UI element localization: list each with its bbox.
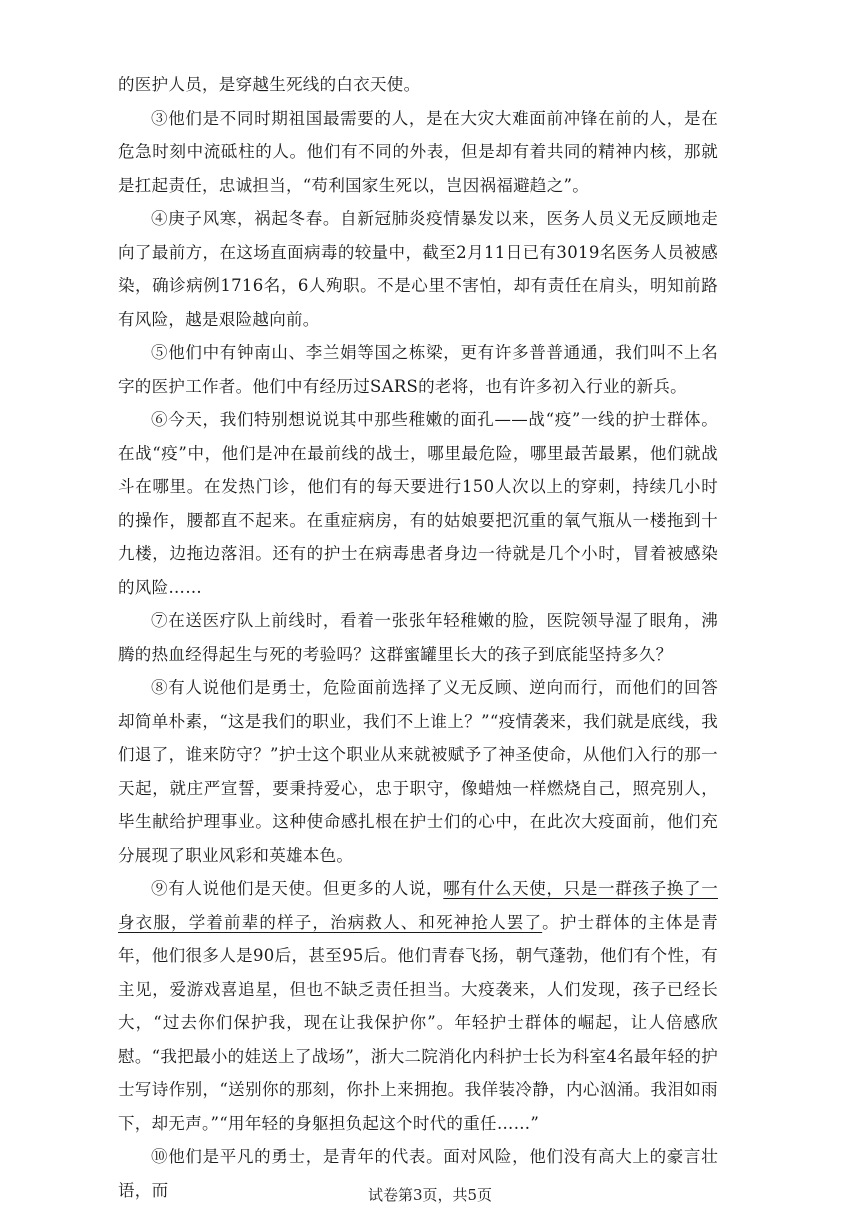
- paragraph-9: [118, 872, 718, 1140]
- paragraph-8: ⑧有人说他们是勇士，危险面前选择了义无反顾、逆向而行，而他们的回答却简单朴素，“这是我们的职业，我们不上谁上？”“疫情袭来，我们就是底线，我们退了，谁来防守？”护士这个职业从来就被赋予了神圣使命，从他们入行的那一天起，就庄严宣誓，要秉持爱心，忠于职守，像蜡烛一样燃烧自己，照亮别人，毕生献给护理事业。这种使命感扎根在护士们的心中，在此次大疫面前，他们充分展现了职业风彩和英雄本色。: [118, 678, 718, 865]
- paragraph-3: ③他们是不同时期祖国最需要的人，是在大灾大难面前冲锋在前的人，是在危急时刻中流砥柱的人。他们有不同的外表，但是却有着共同的精神内核，那就是扛起责任，忠诚担当，“苟利国家生死以，岂因祸福避趋之”。: [118, 108, 718, 195]
- paragraph-9-lead: ⑨有人说他们是天使。但更多的人说，: [151, 879, 444, 898]
- paragraph-continuation: 的医护人员，是穿越生死线的白衣天使。: [118, 75, 421, 94]
- article-body: [118, 68, 718, 1207]
- paragraph-9-rest: 。护士群体的主体是青年，他们很多人是90后，甚至95后。他们青春飞扬，朝气蓬勃，他们有个性，有主见，爱游戏喜追星，但也不缺乏责任担当。大疫袭来，人们发现，孩子已经长大，“过去你们保护我，现在让我保护你”。年轻护士群体的崛起，让人倍感欣慰。“我把最小的娃送上了战场”，浙大二院消化内科护士长为科室4名最年轻的护士写诗作别，“送别你的那刻，你扑上来拥抱。我佯装冷静，内心汹涌。我泪如雨下，却无声。”“用年轻的身躯担负起这个时代的重任……”: [118, 912, 719, 1133]
- paragraph-10: ⑩他们是平凡的勇士，是青年的代表。面对风险，他们没有高大上的豪言壮语，而: [118, 1147, 718, 1200]
- paragraph-7: ⑦在送医疗队上前线时，看着一张张年轻稚嫩的脸，医院领导湿了眼角，沸腾的热血经得起生与死的考验吗？这群蜜罐里长大的孩子到底能坚持多久？: [118, 611, 718, 664]
- paragraph-5: ⑤他们中有钟南山、李兰娟等国之栋梁，更有许多普普通通，我们叫不上名字的医护工作者。他们中有经历过SARS的老将，也有许多初入行业的新兵。: [118, 343, 718, 396]
- page-footer: 试卷第3页，共5页: [367, 1186, 493, 1204]
- paragraph-6: ⑥今天，我们特别想说说其中那些稚嫩的面孔——战“疫”一线的护士群体。在战“疫”中，他们是冲在最前线的战士，哪里最危险，哪里最苦最累，他们就战斗在哪里。在发热门诊，他们有的每天要进行150人次以上的穿刺，持续几小时的操作，腰都直不起来。在重症病房，有的姑娘要把沉重的氧气瓶从一楼拖到十九楼，边拖边落泪。还有的护士在病毒患者身边一待就是几个小时，冒着被感染的风险……: [118, 410, 718, 597]
- paragraph-4: ④庚子风寒，祸起冬春。自新冠肺炎疫情暴发以来，医务人员义无反顾地走向了最前方，在这场直面病毒的较量中，截至2月11日已有3019名医务人员被感染，确诊病例1716名，6人殉职。不是心里不害怕，却有责任在肩头，明知前路有风险，越是艰险越向前。: [118, 209, 718, 329]
- underlined-sentence: 哪有什么天使，只是一群孩子换了一身衣服，学着前辈的样子，治病救人、和死神抢人罢了: [118, 879, 718, 932]
